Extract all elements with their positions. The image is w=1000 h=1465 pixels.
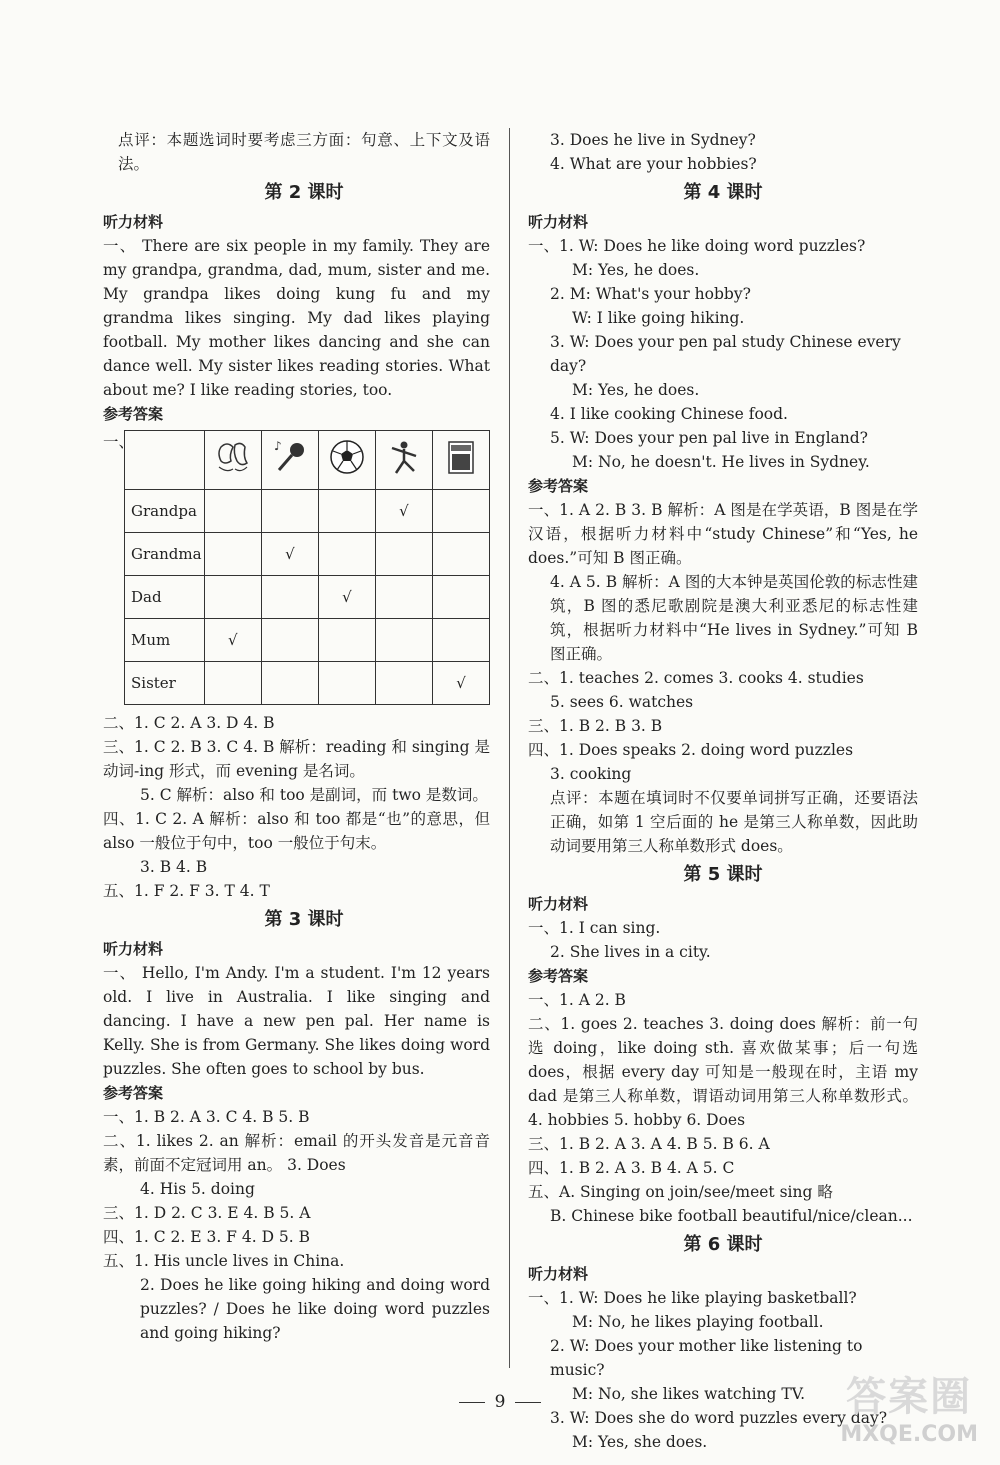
listening-heading: 听力材料: [528, 1265, 589, 1283]
comment-paragraph: 点评：本题在填词时不仅要单词拼写正确，还要语法正确，如第 1 空后面的 he 是第三人称单数，因此助动词要用第三人称单数形式 does。: [550, 789, 918, 855]
check-mark: √: [432, 662, 489, 705]
answer-line: 一、1. A 2. B 3. B 解析：A 图是在学英语，B 图是在学汉语，根据听力材料中“study Chinese”和“Yes, he does.”可知 B 图正确。: [528, 501, 918, 567]
row-label: Grandpa: [125, 490, 205, 533]
lesson-4-title: 第 4 课时: [683, 182, 763, 203]
listening-line: 2. She lives in a city.: [550, 943, 711, 961]
listening-line: 一、1. I can sing.: [528, 919, 661, 937]
check-mark: √: [261, 533, 318, 576]
listening-heading: 听力材料: [103, 213, 164, 231]
row-label: Dad: [125, 576, 205, 619]
answer-line: 2. Does he like going hiking and doing word puzzles? / Does he like doing word puzzles and going hiking?: [140, 1276, 490, 1342]
answer-line: 3. B 4. B: [140, 858, 208, 876]
answers-heading: 参考答案: [528, 967, 589, 985]
hobby-table-block: [103, 430, 490, 705]
answers-heading: 参考答案: [103, 1084, 164, 1102]
table-row: [125, 619, 490, 662]
storybook-icon: [441, 437, 481, 477]
answer-line: 4. A 5. B 解析：A 图的大本钟是英国伦敦的标志性建筑，B 图的悉尼歌剧院是澳大利亚悉尼的标志性建筑，根据听力材料中“He lives in Sydney.”可知 B 图正确。: [550, 573, 918, 663]
answer-line: 四、1. Does speaks 2. doing word puzzles: [528, 741, 854, 759]
answer-line: B. Chinese bike football beautiful/nice/clean...: [550, 1207, 913, 1225]
hobby-table: [124, 430, 490, 705]
answer-line: 四、1. C 2. A 解析：also 和 too 都是“也”的意思，但 also 一般位于句中，too 一般位于句末。: [103, 810, 490, 852]
answer-line: 4. What are your hobbies?: [550, 155, 757, 173]
listening-line: 一、1. W: Does he like doing word puzzles?: [528, 237, 866, 255]
lesson-5-title: 第 5 课时: [683, 864, 763, 885]
table-row: [125, 490, 490, 533]
row-label: Mum: [125, 619, 205, 662]
watermark-logo: [840, 1365, 978, 1447]
answer-line: 三、1. B 2. B 3. B: [528, 717, 663, 735]
listening-line: M: Yes, he does.: [572, 381, 700, 399]
listening-line: 3. W: Does your pen pal study Chinese every day?: [550, 333, 901, 375]
listening-line: 5. W: Does your pen pal live in England?: [550, 429, 868, 447]
svg-text:♪: ♪: [273, 438, 282, 453]
answer-line: 三、1. C 2. B 3. C 4. B 解析：reading 和 singing 是动词-ing 形式，而 evening 是名词。: [103, 738, 490, 780]
football-icon: [327, 437, 367, 477]
comment-paragraph: 点评：本题选词时要考虑三方面：句意、上下文及语法。: [118, 131, 490, 173]
row-label: Grandma: [125, 533, 205, 576]
check-mark: √: [375, 490, 432, 533]
page-number-text: 9: [494, 1392, 506, 1412]
listening-line: M: No, he likes playing football.: [572, 1313, 824, 1331]
answer-line: 三、1. D 2. C 3. E 4. B 5. A: [103, 1204, 311, 1222]
listening-line: 一、1. W: Does he like playing basketball?: [528, 1289, 857, 1307]
answers-heading: 参考答案: [103, 405, 164, 423]
listening-line: M: No, she likes watching TV.: [572, 1385, 806, 1403]
table-row: [125, 662, 490, 705]
answer-line: 一、1. A 2. B: [528, 991, 626, 1009]
check-mark: √: [318, 576, 375, 619]
table-prefix: 一、: [103, 433, 135, 451]
answer-line: 三、1. B 2. A 3. A 4. B 5. B 6. A: [528, 1135, 770, 1153]
answer-line: 一、1. B 2. A 3. C 4. B 5. B: [103, 1108, 310, 1126]
answers-heading: 参考答案: [528, 477, 589, 495]
listening-heading: 听力材料: [528, 213, 589, 231]
table-row: [125, 533, 490, 576]
listening-line: 2. W: Does your mother like listening to music?: [550, 1337, 863, 1379]
answer-line: 四、1. C 2. E 3. F 4. D 5. B: [103, 1228, 311, 1246]
listening-line: W: I like going hiking.: [572, 309, 745, 327]
lesson-6-title: 第 6 课时: [683, 1234, 763, 1255]
lesson-2-title: 第 2 课时: [264, 182, 344, 203]
lesson-3-title: 第 3 课时: [264, 909, 344, 930]
answer-line: 二、1. teaches 2. comes 3. cooks 4. studies: [528, 669, 864, 687]
listening-line: 4. I like cooking Chinese food.: [550, 405, 788, 423]
answer-line: 二、1. C 2. A 3. D 4. B: [103, 714, 275, 732]
column-divider: [509, 128, 510, 1368]
row-label: Sister: [125, 662, 205, 705]
lesson-2-listening-text: 一、 There are six people in my family. They are my grandpa, grandma, dad, mum, sister and me. My grandpa likes doing kung fu and my grandma likes singing. My dad likes playing football. My mother likes dancing and she can dance well. My sister likes reading stories. What about me? I like reading stories, too.: [103, 237, 490, 399]
listening-heading: 听力材料: [103, 940, 164, 958]
answer-line: 4. His 5. doing: [140, 1180, 255, 1198]
right-column: [528, 128, 918, 1454]
lesson-3-listening-text: 一、 Hello, I'm Andy. I'm a student. I'm 12 years old. I live in Australia. I like singing and dancing. I have a new pen pal. Her name is Kelly. She is from Germany. She likes doing word puzzles. She often goes to school by bus.: [103, 964, 490, 1078]
left-column: [103, 128, 490, 1345]
listening-heading: 听力材料: [528, 895, 589, 913]
answer-line: 二、1. goes 2. teaches 3. doing does 解析：前一句选 doing，like doing sth. 喜欢做某事；后一句选 does，根据 every day 可知是一般现在时，主语 my dad 是第三人称单数，谓语动词用第三人称单数形式。 4. hobbies 5. hobby 6. Does: [528, 1015, 918, 1129]
answer-line: 五、A. Singing on join/see/meet sing 略: [528, 1183, 833, 1201]
answer-line: 5. sees 6. watches: [550, 693, 694, 711]
listening-line: M: Yes, he does.: [572, 261, 700, 279]
table-icon-row: [125, 431, 490, 490]
dancing-shoes-icon: [213, 437, 253, 477]
table-row: [125, 576, 490, 619]
listening-line: M: No, he doesn't. He lives in Sydney.: [572, 453, 870, 471]
listening-line: 3. W: Does she do word puzzles every day?: [550, 1409, 888, 1427]
answer-line: 二、1. likes 2. an 解析：email 的开头发音是元音音素，前面不定冠词用 an。 3. Does: [103, 1132, 490, 1174]
answer-line: 3. cooking: [550, 765, 632, 783]
watermark-brand: 答案圈: [846, 1374, 973, 1420]
listening-line: 2. M: What's your hobby?: [550, 285, 751, 303]
answer-line: 四、1. B 2. A 3. B 4. A 5. C: [528, 1159, 735, 1177]
listening-line: M: Yes, she does.: [572, 1433, 708, 1451]
answer-line: 5. C 解析：also 和 too 是副词，而 two 是数词。: [140, 786, 488, 804]
answer-line: 3. Does he live in Sydney?: [550, 131, 756, 149]
kung-fu-icon: [384, 437, 424, 477]
check-mark: √: [204, 619, 261, 662]
answer-line: 五、1. His uncle lives in China.: [103, 1252, 345, 1270]
watermark-url: MXQE.COM: [840, 1422, 978, 1447]
microphone-icon: [270, 437, 310, 477]
answer-line: 五、1. F 2. F 3. T 4. T: [103, 882, 270, 900]
